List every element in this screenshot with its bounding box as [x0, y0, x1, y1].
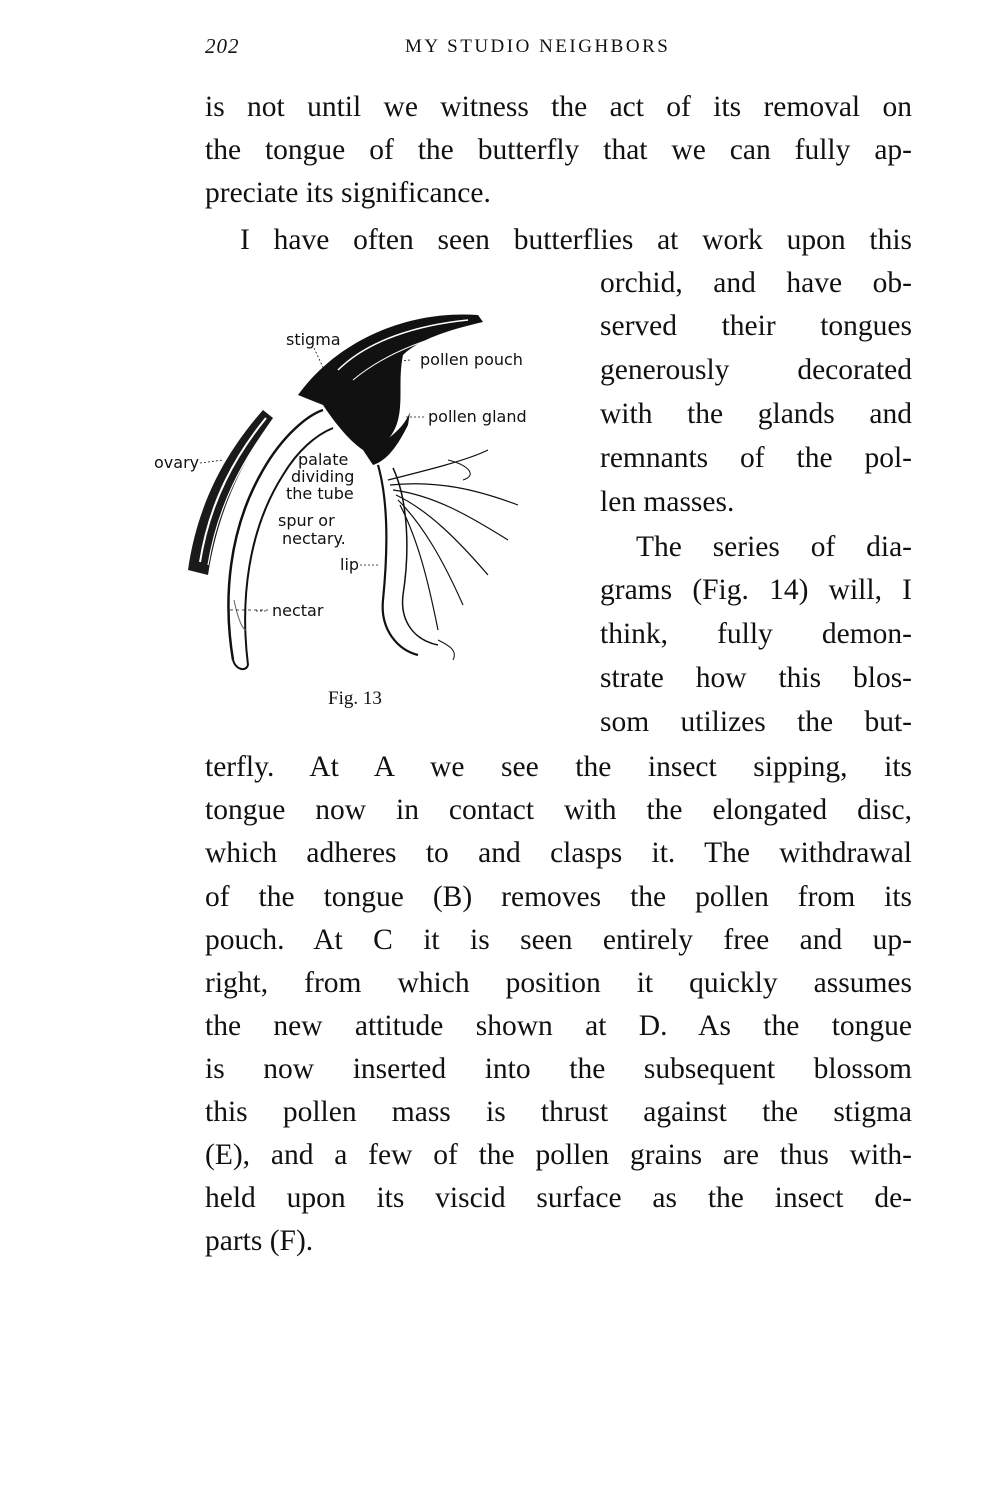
text-line: with the glands and [600, 398, 912, 430]
text-line: is now inserted into the subsequent blossom [205, 1053, 912, 1085]
text-line: remnants of the pol- [600, 442, 912, 474]
label-pollen-pouch: pollen pouch [420, 350, 523, 369]
text-line: grams (Fig. 14) will, I [600, 574, 912, 606]
text-line: generously decorated [600, 354, 912, 386]
text-line: which adheres to and clasps it. The withdrawal [205, 837, 912, 869]
orchid-diagram [148, 300, 568, 720]
ovary-shape [188, 410, 273, 575]
text-line: parts (F). [205, 1225, 314, 1257]
text-line: The series of dia- [636, 531, 912, 563]
text-line: I have often seen butterflies at work upon this [240, 224, 912, 256]
text-line: terfly. At A we see the insect sipping, its [205, 751, 912, 783]
label-spur-or: spur or [278, 511, 335, 530]
label-the-tube: the tube [286, 484, 354, 503]
label-nectary: nectary. [282, 529, 346, 548]
running-title: MY STUDIO NEIGHBORS [405, 36, 671, 57]
text-line: orchid, and have ob- [600, 267, 912, 299]
label-dividing: dividing [291, 467, 355, 486]
text-line: served their tongues [600, 310, 912, 342]
page-number: 202 [205, 34, 240, 58]
orchid-diagram-figure [148, 300, 568, 720]
text-line: this pollen mass is thrust against the stigma [205, 1096, 912, 1128]
text-line: (E), and a few of the pollen grains are thus with- [205, 1139, 912, 1171]
text-line: held upon its viscid surface as the insect de- [205, 1182, 912, 1214]
figure-caption: Fig. 13 [328, 688, 382, 709]
text-line: think, fully demon- [600, 618, 912, 650]
text-line: the tongue of the butterfly that we can fully ap- [205, 134, 912, 166]
text-line: the new attitude shown at D. As the tongue [205, 1010, 912, 1042]
text-line: is not until we witness the act of its removal on [205, 91, 912, 123]
text-line: preciate its significance. [205, 177, 491, 209]
text-line: strate how this blos- [600, 662, 912, 694]
page-header [205, 34, 915, 64]
text-line: of the tongue (B) removes the pollen from its [205, 881, 912, 913]
text-line: right, from which position it quickly assumes [205, 967, 912, 999]
text-line: len masses. [600, 486, 735, 518]
text-line: som utilizes the but- [600, 706, 912, 738]
label-stigma: stigma [286, 330, 341, 349]
label-pollen-gland: pollen gland [428, 407, 527, 426]
text-line: tongue now in contact with the elongated disc, [205, 794, 912, 826]
label-ovary: ovary [154, 453, 200, 472]
label-lip: lip [340, 555, 360, 574]
label-palate: palate [298, 450, 349, 469]
label-nectar: nectar [272, 601, 324, 620]
text-line: pouch. At C it is seen entirely free and up- [205, 924, 912, 956]
